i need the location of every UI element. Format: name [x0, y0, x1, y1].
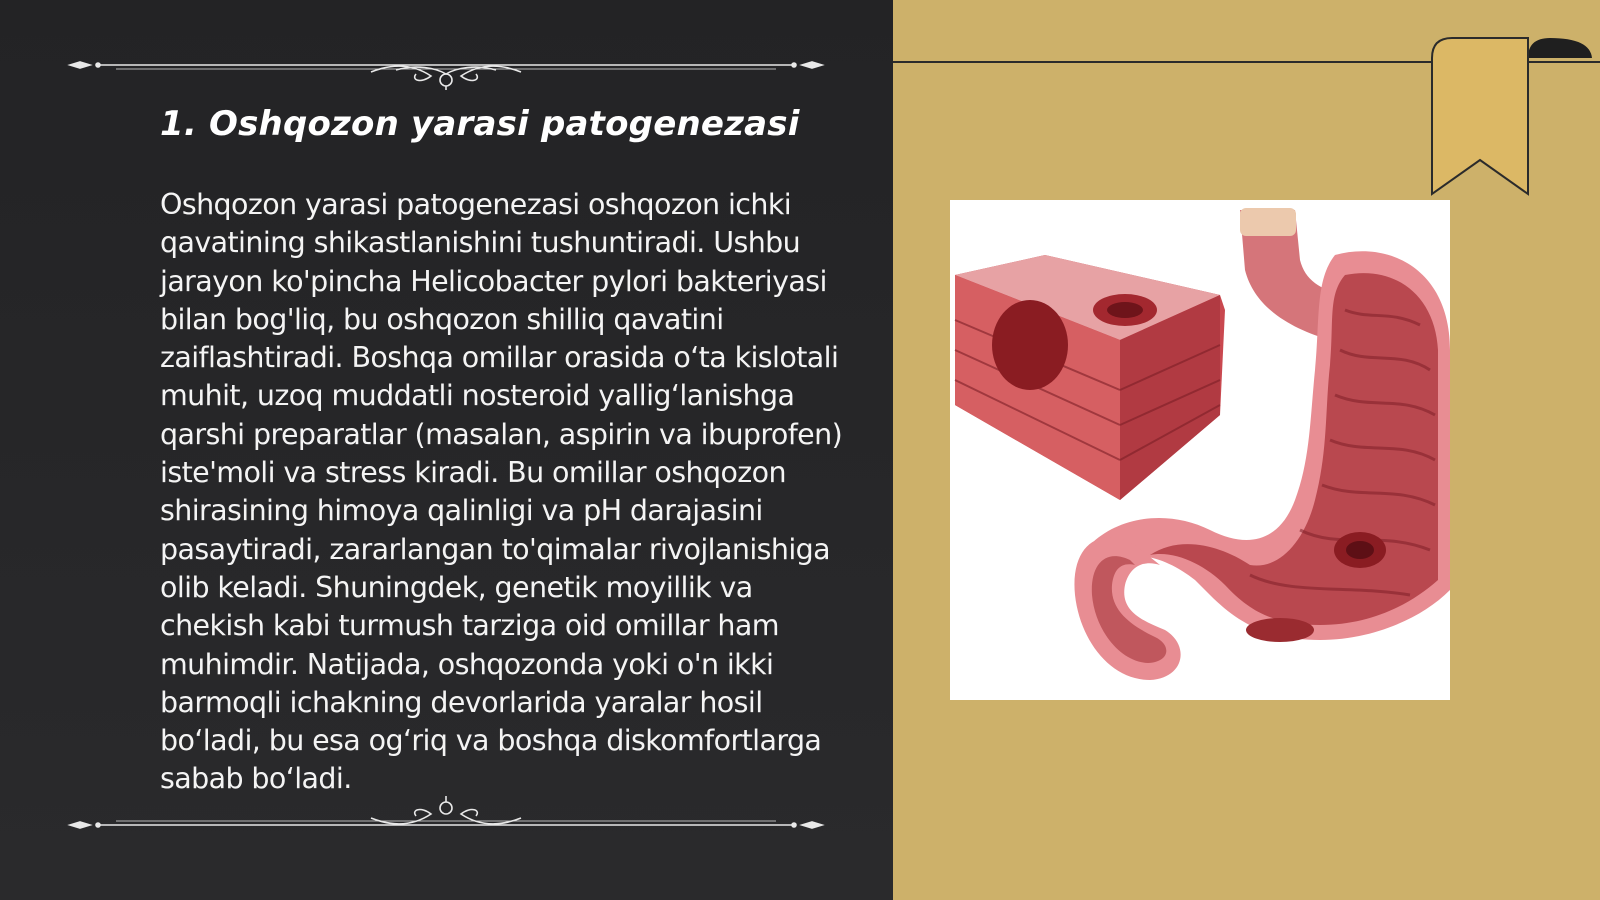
slide-body-text: Oshqozon yarasi patogenezasi oshqozon ichki qavatining shikastlanishini tushuntiradi. Ushbu jarayon ko'pincha Helicobacter pylori bakteriyasi bilan bog'liq, bu oshqozon shilliq qavatini zaiflashtiradi. Boshqa omillar orasida o‘ta kislotali muhit, uzoq muddatli nosteroid yallig‘lanishga qarshi preparatlar (masalan, aspirin va ibuprofen) iste'moli va stress kiradi. Bu omillar oshqozon shirasining himoya qalinligi va pH darajasini pasaytiradi, zararlangan to'qimalar rivojlanishiga olib keladi. Shuningdek, genetik moyillik va chekish kabi turmush tarziga oid omillar ham muhimdir. Natijada, oshqozonda yoki o'n ikki barmoqli ichakning devorlarida yaralar hosil bo‘ladi, bu esa og‘riq va boshqa diskomfortlarga sabab bo‘ladi. [160, 188, 843, 796]
stomach-ulcer-illustration-icon [950, 200, 1450, 700]
bottom-ornament-divider-icon [66, 780, 826, 830]
stomach-ulcer-illustration [950, 200, 1450, 700]
bookmark-ribbon-icon [1430, 36, 1600, 200]
top-ornament-divider-icon [66, 40, 826, 90]
slide-title: 1. Oshqozon yarasi patogenezasi [160, 104, 800, 144]
